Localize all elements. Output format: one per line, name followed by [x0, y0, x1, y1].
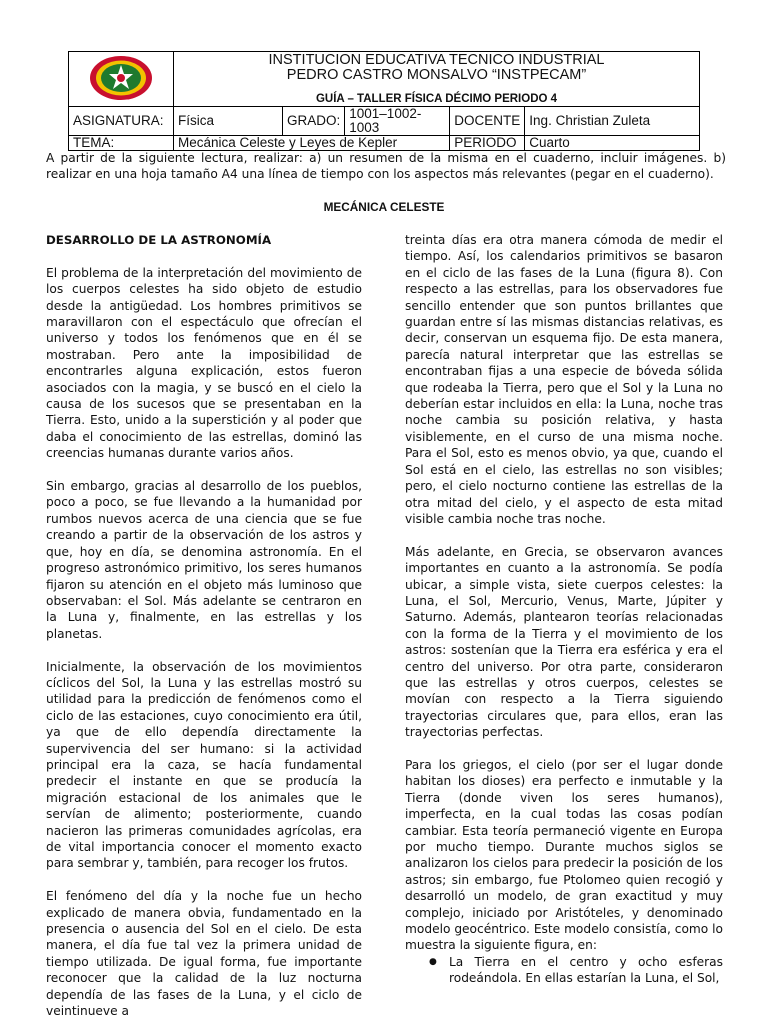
docente-value: Ing. Christian Zuleta — [525, 107, 700, 136]
guide-title: GUÍA – TALLER FÍSICA DÉCIMO PERIODO 4 — [315, 93, 558, 105]
right-column — [405, 232, 723, 987]
paragraph: El problema de la interpretación del movimiento de los cuerpos celestes ha sido objeto de estudio desde la antigüedad. Los hombres primitivos se maravillaron con el espectáculo que ofrecían el universo y todos los fenómenos que en él se mostraban. Pero ante la imposibilidad de encontrarles alguna explicación, estos fueron asociados con la magia, y se buscó en el cielo la causa de los sucesos que se presentaban en la Tierra. Esto, unido a la superstición y al poder que daba el conocimiento de las estrellas, dominó las creencias humanas durante varios años. — [46, 265, 362, 461]
left-column — [46, 232, 362, 1036]
docente-label: DOCENTE — [450, 107, 525, 136]
institution-name-line2: PEDRO CASTRO MONSALVO “INSTPECAM” — [286, 67, 587, 83]
tema-label: TEMA: — [69, 136, 174, 151]
school-logo-icon — [88, 54, 154, 102]
bullet-list — [405, 954, 723, 987]
paragraph: Más adelante, en Grecia, se observaron avances importantes en cuanto a la astronomía. Se podía ubicar, a simple vista, siete cuerpos celestes: la Luna, el Sol, Mercurio, Venus, Marte, Júpiter y Saturno. Además, plantearon teorías relacionadas con la forma de la Tierra y el movimiento de los astros: sostenían que la Tierra era esférica y era el centro del universo. Por otra parte, consideraron que las estrellas y otros cuerpos, celestes se movían con respecto a la Tierra siguiendo trayectorias circulares que, para ellos, eran las trayectorias perfectas. — [405, 544, 723, 740]
header-table — [68, 51, 700, 151]
tema-value: Mecánica Celeste y Leyes de Kepler — [174, 136, 450, 151]
paragraph: Sin embargo, gracias al desarrollo de los pueblos, poco a poco, se fue llevando a la humanidad por rumbos nuevos acerca de una ciencia que se fue creando a partir de la observación de los astros y que, hoy en día, se denomina astronomía. En el progreso astronómico primitivo, los seres humanos fijaron su atención en el objeto más luminoso que observaban: el Sol. Más adelante se centraron en la Luna y, finalmente, en las estrellas y los planetas. — [46, 479, 362, 641]
institution-name-line1: INSTITUCION EDUCATIVA TECNICO INDUSTRIAL — [268, 52, 605, 68]
section-title: MECÁNICA CELESTE — [323, 200, 445, 214]
intro-instructions: A partir de la siguiente lectura, realizar: a) un resumen de la misma en el cuaderno, incluir imágenes. b) realizar en una hoja tamaño A4 una línea de tiempo con los aspectos más relevantes (pegar en el cuaderno). — [46, 151, 726, 182]
paragraph: Para los griegos, el cielo (por ser el lugar donde habitan los dioses) era perfecto e inmutable y la Tierra (donde viven los seres humanos), imperfecta, en la cual todas las cosas podían cambiar. Esta teoría permaneció vigente en Europa por mucho tiempo. Durante muchos siglos se analizaron los cielos para predecir la posición de los astros; sin embargo, fue Ptolomeo quien recogió y desarrolló un modelo, de gran exactitud y muy complejo, iniciado por Aristóteles, y denominado modelo geocéntrico. Este modelo consistía, como lo muestra la siguiente figura, en: — [405, 757, 723, 953]
paragraph: El fenómeno del día y la noche fue un hecho explicado de manera obvia, fundamentado en la presencia o ausencia del Sol en el cielo. De esta manera, el día fue tal vez la primera unidad de tiempo utilizada. De igual forma, fue importante reconocer que la calidad de la luz nocturna dependía de las fases de la Luna, y el ciclo de veintinueve a — [46, 889, 362, 1019]
periodo-label: PERIODO — [450, 136, 525, 151]
title-cell — [174, 52, 700, 107]
asignatura-value: Física — [174, 107, 283, 136]
asignatura-label: ASIGNATURA: — [69, 107, 174, 136]
grado-label: GRADO: — [283, 107, 345, 136]
paragraph: Inicialmente, la observación de los movimientos cíclicos del Sol, la Luna y las estrellas mostró su utilidad para la predicción de fenómenos como el ciclo de las estaciones, cuyo conocimiento era útil, ya que de ello dependía directamente la supervivencia del ser humano: si la actividad principal era la caza, se hacía fundamental predecir el instante en que se producía la migración estacional de los animales que le servían de alimento; posteriormente, cuando nacieron las primeras comunidades agrícolas, era de vital importancia conocer el momento exacto para sembrar y, también, para recoger los frutos. — [46, 659, 362, 871]
logo-cell — [69, 52, 174, 107]
grado-value: 1001–1002-1003 — [345, 107, 450, 136]
paragraph: treinta días era otra manera cómoda de medir el tiempo. Así, los calendarios primitivos se basaron en el ciclo de las fases de la Luna (figura 8). Con respecto a las estrellas, para los observadores fue sencillo entender que son puntos brillantes que guardan entre sí las mismas distancias relativas, es decir, conservan un esquema fijo. De esta manera, parecía natural interpretar que las estrellas se encontraban fijas a una especie de bóveda sólida que rodeaba la Tierra, pero que el Sol y la Luna no deberían estar incluidos en ella: la Luna, noche tras noche cambia su posición relativa, y hasta visiblemente, en el curso de una misma noche. Para el Sol, esto es menos obvio, ya que, cuando el Sol está en el cielo, las estrellas no son visibles; pero, el cielo nocturno contiene las estrellas de la otra mitad del cielo, y el aspecto de esta mitad visible cambia noche tras noche. — [405, 233, 723, 526]
left-heading: DESARROLLO DE LA ASTRONOMÍA — [46, 233, 272, 247]
list-item: ● La Tierra en el centro y ocho esferas rodeándola. En ellas estarían la Luna, el Sol, — [449, 954, 723, 987]
periodo-value: Cuarto — [525, 136, 700, 151]
